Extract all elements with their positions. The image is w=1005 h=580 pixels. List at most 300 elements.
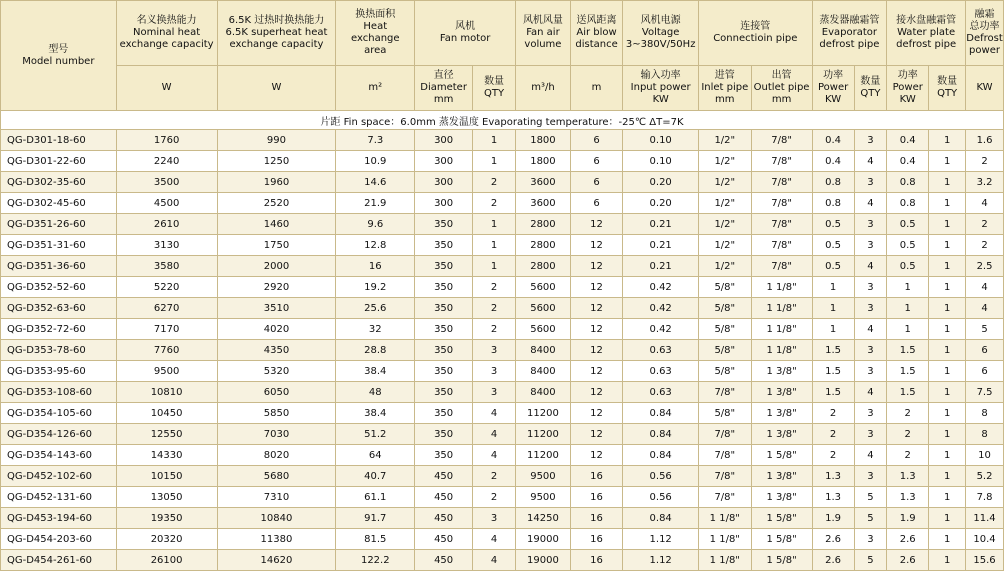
table-cell: 5 (854, 550, 887, 571)
table-cell: 1/2" (699, 214, 752, 235)
table-row (1, 130, 1004, 151)
table-cell: 7.5 (966, 382, 1004, 403)
table-cell: 8 (966, 424, 1004, 445)
table-cell: 450 (415, 550, 473, 571)
table-cell: 0.20 (623, 193, 699, 214)
table-cell: 1/2" (699, 193, 752, 214)
unit-area: m² (336, 66, 415, 111)
table-row (1, 235, 1004, 256)
table-cell: 1.3 (887, 466, 929, 487)
table-cell: 5 (966, 319, 1004, 340)
table-cell: 1/2" (699, 172, 752, 193)
table-cell: 8 (966, 403, 1004, 424)
table-cell: 6 (570, 172, 623, 193)
table-cell: 1 1/8" (699, 529, 752, 550)
table-cell: 1 (929, 529, 966, 550)
table-cell: 0.5 (887, 214, 929, 235)
table-cell: 122.2 (336, 550, 415, 571)
header-outlet-pipe: 出管 Outlet pipe mm (751, 66, 812, 111)
table-cell: 12 (570, 298, 623, 319)
header-fan-motor: 风机 Fan motor (415, 1, 516, 66)
table-cell: 2 (812, 403, 854, 424)
table-cell: 1 3/8" (751, 487, 812, 508)
table-cell: 10840 (217, 508, 336, 529)
table-cell: 5 (854, 508, 887, 529)
table-cell: 1.5 (812, 340, 854, 361)
table-cell: 1 (929, 130, 966, 151)
table-cell: 2520 (217, 193, 336, 214)
table-row (1, 445, 1004, 466)
table-cell: 0.8 (812, 193, 854, 214)
table-cell: 2 (473, 193, 516, 214)
table-row (1, 550, 1004, 571)
table-cell: 11200 (516, 445, 571, 466)
table-cell: 1800 (516, 130, 571, 151)
table-cell: 1 1/8" (699, 508, 752, 529)
table-cell: 0.10 (623, 151, 699, 172)
table-cell: 11200 (516, 403, 571, 424)
table-cell: 48 (336, 382, 415, 403)
table-cell: 28.8 (336, 340, 415, 361)
table-cell: 350 (415, 424, 473, 445)
model-cell: QG-D353-108-60 (1, 382, 117, 403)
table-cell: 16 (570, 466, 623, 487)
table-cell: 12 (570, 277, 623, 298)
table-cell: 14.6 (336, 172, 415, 193)
table-cell: 1.5 (812, 361, 854, 382)
table-cell: 0.42 (623, 319, 699, 340)
table-cell: 1 (473, 214, 516, 235)
table-cell: 350 (415, 361, 473, 382)
table-cell: 0.8 (887, 172, 929, 193)
table-cell: 2.6 (887, 529, 929, 550)
table-cell: 7/8" (699, 382, 752, 403)
table-cell: 6 (570, 193, 623, 214)
table-cell: 0.4 (812, 130, 854, 151)
table-cell: 3510 (217, 298, 336, 319)
table-cell: 1460 (217, 214, 336, 235)
unit-defrost-power: KW (966, 66, 1004, 111)
table-row (1, 424, 1004, 445)
table-cell: 5600 (516, 277, 571, 298)
table-cell: 13050 (116, 487, 217, 508)
table-cell: 12 (570, 382, 623, 403)
table-cell: 3600 (516, 193, 571, 214)
model-cell: QG-D454-203-60 (1, 529, 117, 550)
table-cell: 16 (570, 550, 623, 571)
table-cell: 2 (812, 445, 854, 466)
table-row (1, 214, 1004, 235)
table-cell: 7/8" (751, 193, 812, 214)
table-cell: 1 5/8" (751, 550, 812, 571)
table-cell: 1 (929, 361, 966, 382)
header-air-blow-distance: 送风距离 Air blow distance (570, 1, 623, 66)
table-cell: 7/8" (699, 445, 752, 466)
table-cell: 5320 (217, 361, 336, 382)
table-cell: 0.84 (623, 403, 699, 424)
table-cell: 1 (929, 235, 966, 256)
table-cell: 5/8" (699, 403, 752, 424)
table-cell: 350 (415, 298, 473, 319)
table-cell: 5220 (116, 277, 217, 298)
table-cell: 8400 (516, 340, 571, 361)
table-cell: 12 (570, 235, 623, 256)
table-cell: 1 (929, 340, 966, 361)
table-cell: 10450 (116, 403, 217, 424)
condition-note: 片距 Fin space：6.0mm 蒸发温度 Evaporating temperature：-25℃ ΔT=7K (1, 111, 1004, 130)
table-cell: 1 1/8" (751, 340, 812, 361)
table-row (1, 256, 1004, 277)
table-cell: 0.5 (887, 256, 929, 277)
table-cell: 300 (415, 193, 473, 214)
table-cell: 3580 (116, 256, 217, 277)
table-cell: 1 (473, 235, 516, 256)
table-cell: 7/8" (699, 487, 752, 508)
table-cell: 0.63 (623, 361, 699, 382)
table-cell: 4 (854, 445, 887, 466)
table-cell: 1.3 (812, 487, 854, 508)
table-cell: 450 (415, 508, 473, 529)
table-cell: 16 (570, 529, 623, 550)
table-cell: 19350 (116, 508, 217, 529)
table-cell: 1.12 (623, 529, 699, 550)
table-header (1, 1, 1004, 111)
header-inlet-pipe: 进管 Inlet pipe mm (699, 66, 752, 111)
table-cell: 0.56 (623, 466, 699, 487)
table-cell: 40.7 (336, 466, 415, 487)
table-cell: 10.4 (966, 529, 1004, 550)
table-cell: 12 (570, 403, 623, 424)
table-cell: 6 (966, 340, 1004, 361)
table-cell: 12550 (116, 424, 217, 445)
table-cell: 0.4 (812, 151, 854, 172)
table-cell: 16 (336, 256, 415, 277)
table-cell: 350 (415, 445, 473, 466)
table-row (1, 340, 1004, 361)
header-connection-pipe: 连接管 Connectioin pipe (699, 1, 813, 66)
table-cell: 0.56 (623, 487, 699, 508)
table-cell: 350 (415, 277, 473, 298)
table-row (1, 487, 1004, 508)
table-cell: 7310 (217, 487, 336, 508)
table-row (1, 298, 1004, 319)
table-cell: 2 (812, 424, 854, 445)
table-cell: 4 (473, 424, 516, 445)
table-cell: 2.6 (812, 550, 854, 571)
table-cell: 0.5 (812, 214, 854, 235)
table-cell: 0.5 (887, 235, 929, 256)
table-cell: 1.3 (887, 487, 929, 508)
table-cell: 3 (854, 130, 887, 151)
table-cell: 0.4 (887, 130, 929, 151)
table-cell: 2000 (217, 256, 336, 277)
table-cell: 7/8" (751, 172, 812, 193)
header-superheat-capacity: 6.5K 过热时换热能力 6.5K superheat heat exchange capacity (217, 1, 336, 66)
table-cell: 0.21 (623, 256, 699, 277)
table-cell: 1.5 (887, 340, 929, 361)
table-cell: 1.12 (623, 550, 699, 571)
table-cell: 7760 (116, 340, 217, 361)
table-cell: 1 (812, 277, 854, 298)
table-cell: 1/2" (699, 235, 752, 256)
table-cell: 6 (570, 130, 623, 151)
table-cell: 9500 (516, 487, 571, 508)
table-cell: 1 (812, 319, 854, 340)
table-cell: 0.42 (623, 277, 699, 298)
table-cell: 4350 (217, 340, 336, 361)
table-cell: 1 (929, 319, 966, 340)
table-cell: 2 (473, 487, 516, 508)
table-cell: 81.5 (336, 529, 415, 550)
model-cell: QG-D302-45-60 (1, 193, 117, 214)
table-cell: 1 (887, 319, 929, 340)
table-cell: 2 (887, 424, 929, 445)
table-cell: 3 (854, 340, 887, 361)
table-cell: 300 (415, 130, 473, 151)
table-cell: 2920 (217, 277, 336, 298)
header-fan-air-volume: 风机风量 Fan air volume (516, 1, 571, 66)
table-cell: 19.2 (336, 277, 415, 298)
unit-nominal: W (116, 66, 217, 111)
table-cell: 1.5 (887, 361, 929, 382)
table-cell: 1 (929, 487, 966, 508)
table-cell: 2 (473, 172, 516, 193)
table-cell: 1 (473, 151, 516, 172)
table-cell: 7/8" (751, 256, 812, 277)
table-cell: 1250 (217, 151, 336, 172)
table-cell: 7/8" (699, 466, 752, 487)
table-row (1, 172, 1004, 193)
header-nominal-capacity: 名义换热能力 Nominal heat exchange capacity (116, 1, 217, 66)
table-cell: 1 (929, 193, 966, 214)
table-cell: 4 (854, 319, 887, 340)
table-cell: 38.4 (336, 361, 415, 382)
table-cell: 9.6 (336, 214, 415, 235)
table-cell: 3 (473, 508, 516, 529)
table-cell: 16 (570, 508, 623, 529)
header-input-power: 输入功率 Input power KW (623, 66, 699, 111)
table-cell: 0.5 (812, 235, 854, 256)
table-cell: 12 (570, 361, 623, 382)
table-cell: 4 (966, 298, 1004, 319)
unit-superheat: W (217, 66, 336, 111)
table-cell: 1 (929, 298, 966, 319)
table-cell: 0.21 (623, 214, 699, 235)
table-cell: 1 1/8" (751, 319, 812, 340)
table-cell: 5/8" (699, 319, 752, 340)
table-cell: 1 1/8" (751, 277, 812, 298)
table-cell: 12 (570, 256, 623, 277)
table-cell: 2 (966, 214, 1004, 235)
header-water-qty: 数量 QTY (929, 66, 966, 111)
table-cell: 1760 (116, 130, 217, 151)
model-cell: QG-D352-52-60 (1, 277, 117, 298)
table-cell: 3 (854, 424, 887, 445)
table-cell: 4 (854, 382, 887, 403)
model-cell: QG-D453-194-60 (1, 508, 117, 529)
table-cell: 1.5 (812, 382, 854, 403)
table-cell: 14330 (116, 445, 217, 466)
table-cell: 3 (473, 361, 516, 382)
table-cell: 3 (473, 340, 516, 361)
model-cell: QG-D301-18-60 (1, 130, 117, 151)
table-cell: 0.84 (623, 508, 699, 529)
table-cell: 12 (570, 424, 623, 445)
table-cell: 1.3 (812, 466, 854, 487)
table-cell: 10810 (116, 382, 217, 403)
unit-air-volume: m³/h (516, 66, 571, 111)
table-cell: 14250 (516, 508, 571, 529)
table-cell: 1 (473, 130, 516, 151)
table-cell: 3 (854, 466, 887, 487)
table-cell: 16 (570, 487, 623, 508)
table-cell: 8400 (516, 382, 571, 403)
table-cell: 0.84 (623, 445, 699, 466)
table-cell: 10150 (116, 466, 217, 487)
table-cell: 7170 (116, 319, 217, 340)
table-cell: 450 (415, 466, 473, 487)
table-cell: 64 (336, 445, 415, 466)
table-cell: 11.4 (966, 508, 1004, 529)
table-cell: 7/8" (751, 235, 812, 256)
table-cell: 450 (415, 529, 473, 550)
header-fan-qty: 数量 QTY (473, 66, 516, 111)
table-cell: 6 (570, 151, 623, 172)
table-cell: 0.10 (623, 130, 699, 151)
table-cell: 1.9 (887, 508, 929, 529)
table-cell: 1 (887, 277, 929, 298)
table-cell: 10.9 (336, 151, 415, 172)
table-cell: 1 3/8" (751, 466, 812, 487)
model-cell: QG-D454-261-60 (1, 550, 117, 571)
table-cell: 7.3 (336, 130, 415, 151)
table-cell: 1 1/8" (751, 298, 812, 319)
table-cell: 7/8" (751, 214, 812, 235)
table-cell: 2.6 (887, 550, 929, 571)
table-cell: 2 (473, 298, 516, 319)
table-cell: 5 (854, 487, 887, 508)
table-cell: 3130 (116, 235, 217, 256)
header-defrost-power: 融霜 总功率 Defrost power (966, 1, 1004, 66)
table-body (1, 111, 1004, 571)
table-cell: 1.9 (812, 508, 854, 529)
model-cell: QG-D351-31-60 (1, 235, 117, 256)
table-cell: 3 (854, 235, 887, 256)
header-evap-qty: 数量 QTY (854, 66, 887, 111)
table-row (1, 151, 1004, 172)
table-cell: 12 (570, 445, 623, 466)
table-cell: 1 (929, 151, 966, 172)
table-cell: 6270 (116, 298, 217, 319)
table-cell: 10 (966, 445, 1004, 466)
table-cell: 300 (415, 172, 473, 193)
table-cell: 1 (929, 466, 966, 487)
table-cell: 0.8 (812, 172, 854, 193)
table-cell: 1 3/8" (751, 382, 812, 403)
table-cell: 2 (473, 319, 516, 340)
table-cell: 4 (473, 445, 516, 466)
table-cell: 0.42 (623, 298, 699, 319)
table-cell: 21.9 (336, 193, 415, 214)
model-cell: QG-D452-102-60 (1, 466, 117, 487)
table-cell: 300 (415, 151, 473, 172)
model-cell: QG-D301-22-60 (1, 151, 117, 172)
table-cell: 1.6 (966, 130, 1004, 151)
table-cell: 11200 (516, 424, 571, 445)
table-cell: 6050 (217, 382, 336, 403)
table-cell: 5.2 (966, 466, 1004, 487)
unit-blow-distance: m (570, 66, 623, 111)
table-row (1, 319, 1004, 340)
table-cell: 91.7 (336, 508, 415, 529)
table-cell: 1800 (516, 151, 571, 172)
table-cell: 5850 (217, 403, 336, 424)
table-cell: 2 (473, 466, 516, 487)
header-water-power: 功率 Power KW (887, 66, 929, 111)
table-cell: 1 (929, 256, 966, 277)
table-cell: 9500 (116, 361, 217, 382)
table-cell: 38.4 (336, 403, 415, 424)
table-cell: 1 (929, 382, 966, 403)
table-cell: 1 (929, 172, 966, 193)
header-fan-diameter: 直径 Diameter mm (415, 66, 473, 111)
table-row (1, 277, 1004, 298)
table-cell: 350 (415, 235, 473, 256)
table-cell: 4 (854, 193, 887, 214)
table-cell: 1 3/8" (751, 403, 812, 424)
table-cell: 4500 (116, 193, 217, 214)
table-cell: 61.1 (336, 487, 415, 508)
table-cell: 7/8" (751, 151, 812, 172)
table-cell: 1 (929, 550, 966, 571)
table-cell: 1960 (217, 172, 336, 193)
table-row (1, 382, 1004, 403)
table-cell: 15.6 (966, 550, 1004, 571)
model-cell: QG-D351-36-60 (1, 256, 117, 277)
table-cell: 0.20 (623, 172, 699, 193)
table-cell: 2800 (516, 256, 571, 277)
table-cell: 0.8 (887, 193, 929, 214)
table-cell: 1 (929, 214, 966, 235)
table-cell: 1/2" (699, 130, 752, 151)
table-cell: 1 (929, 445, 966, 466)
model-cell: QG-D353-78-60 (1, 340, 117, 361)
header-water-plate-defrost: 接水盘融霜管 Water plate defrost pipe (887, 1, 966, 66)
table-cell: 2 (966, 151, 1004, 172)
table-cell: 20320 (116, 529, 217, 550)
table-cell: 1 (812, 298, 854, 319)
model-cell: QG-D354-143-60 (1, 445, 117, 466)
model-cell: QG-D354-105-60 (1, 403, 117, 424)
header-exchange-area: 换热面积 Heat exchange area (336, 1, 415, 66)
table-cell: 3 (473, 382, 516, 403)
header-model: 型号 Model number (1, 1, 117, 111)
table-cell: 1.5 (887, 382, 929, 403)
model-cell: QG-D351-26-60 (1, 214, 117, 235)
table-cell: 3 (854, 214, 887, 235)
table-cell: 8020 (217, 445, 336, 466)
condition-note-row (1, 111, 1004, 130)
table-cell: 1 5/8" (751, 529, 812, 550)
table-cell: 1/2" (699, 256, 752, 277)
table-cell: 3600 (516, 172, 571, 193)
model-cell: QG-D353-95-60 (1, 361, 117, 382)
table-cell: 2.6 (812, 529, 854, 550)
table-cell: 2 (473, 277, 516, 298)
model-cell: QG-D354-126-60 (1, 424, 117, 445)
table-cell: 350 (415, 382, 473, 403)
table-cell: 2 (887, 445, 929, 466)
